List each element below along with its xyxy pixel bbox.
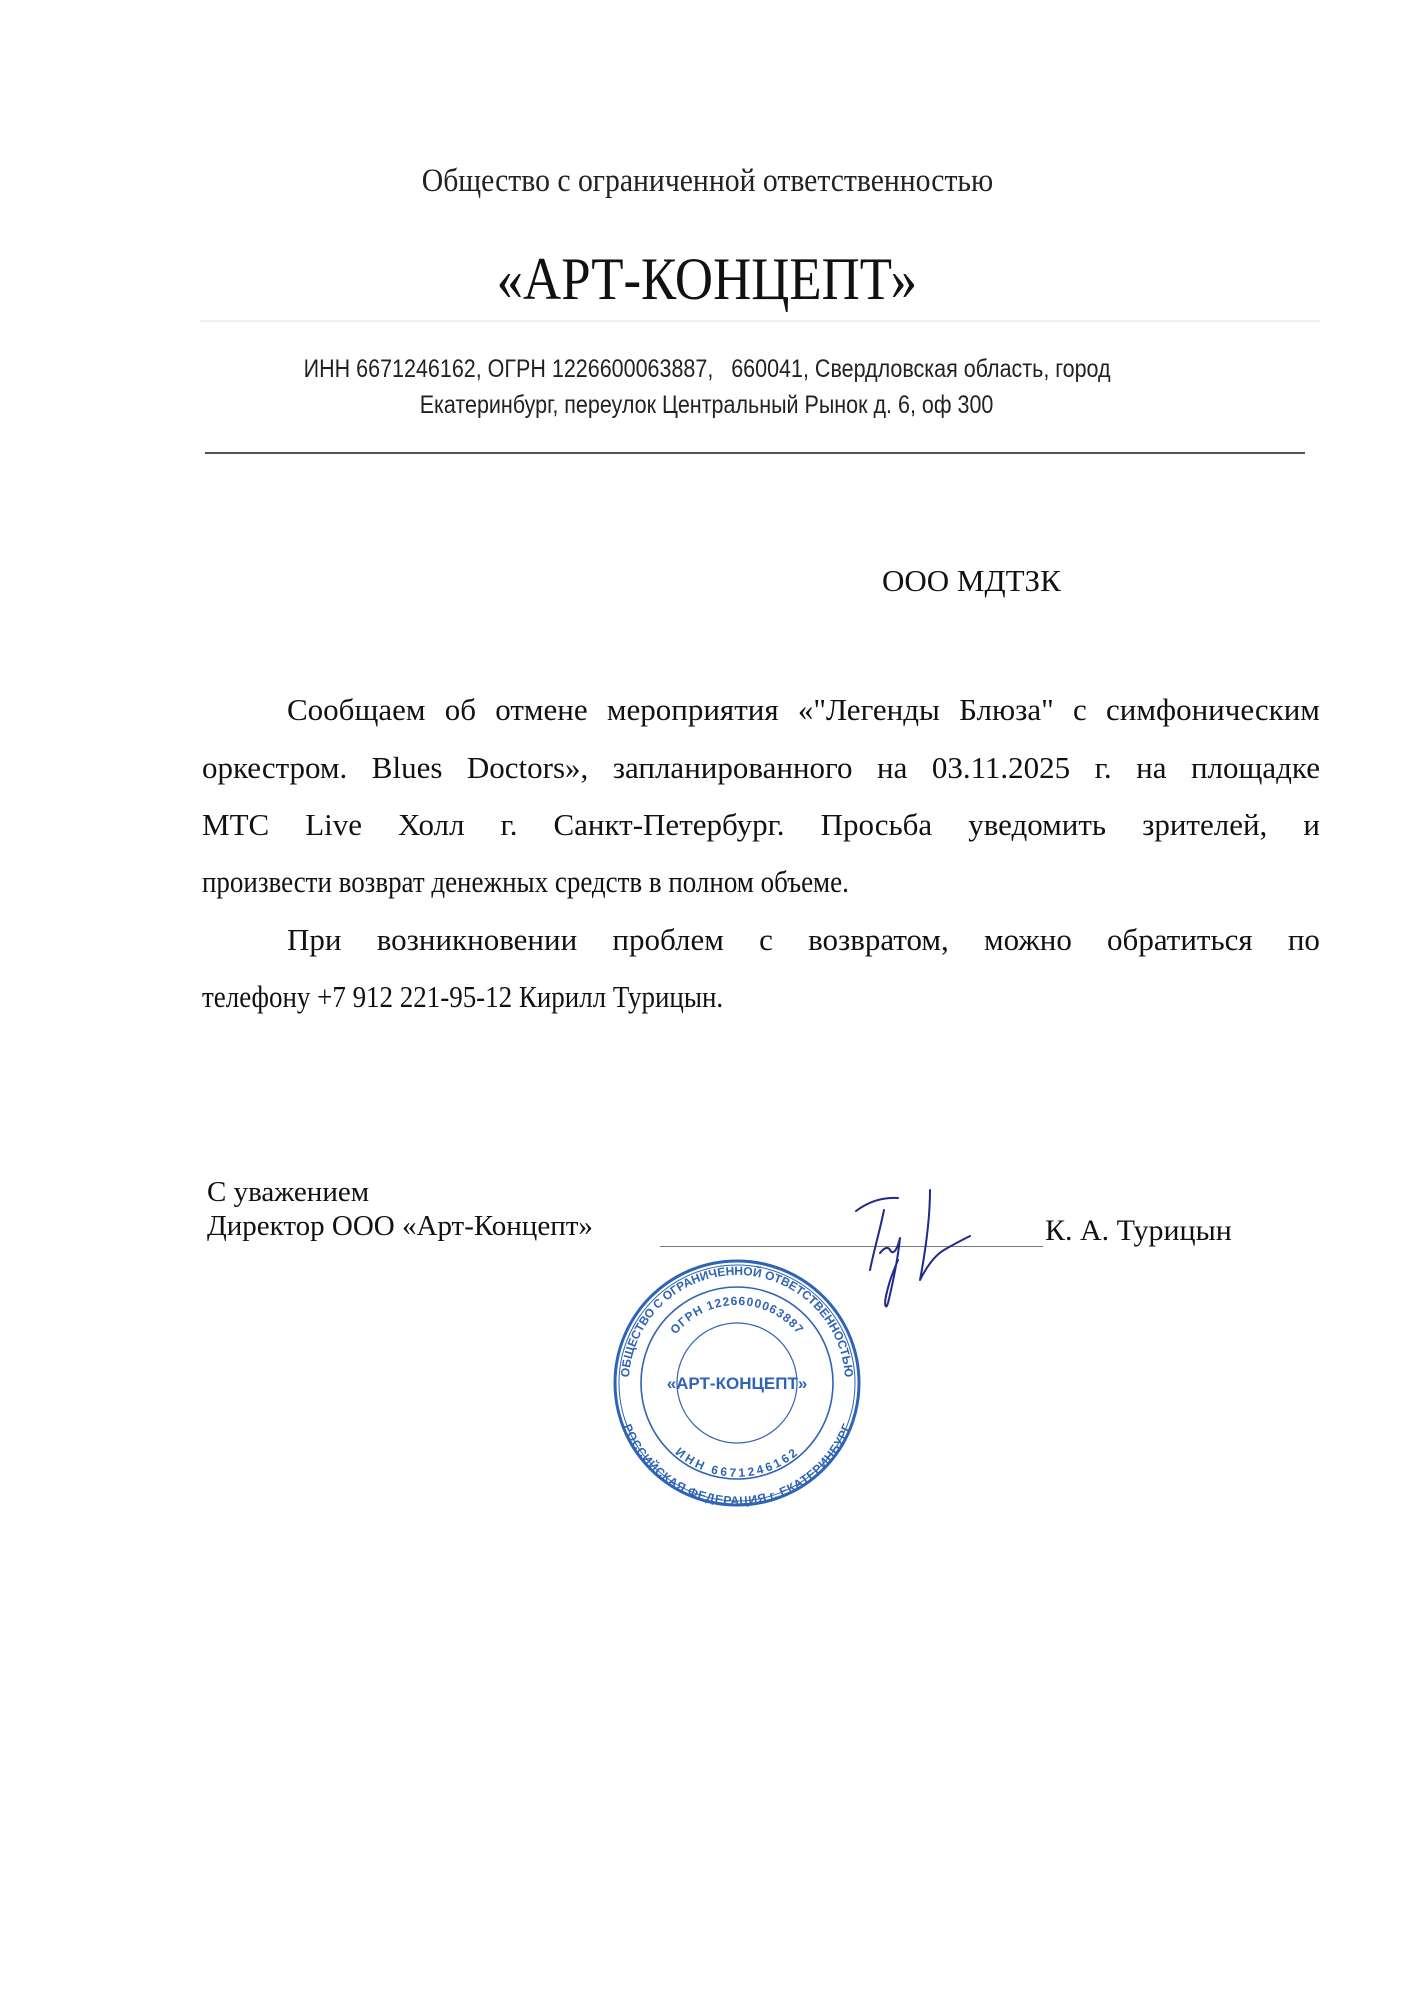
word: на	[1136, 750, 1167, 785]
word: симфоническим	[1106, 692, 1320, 727]
word: Просьба	[820, 807, 933, 842]
word: 03.11.2025	[931, 750, 1071, 785]
word: Холл	[398, 807, 465, 842]
seal-center-text: «АРТ-КОНЦЕПТ»	[666, 1374, 808, 1393]
seal-inner-top-text: ОГРН 1226600063887	[667, 1293, 807, 1337]
signature-stroke-1	[856, 1198, 898, 1211]
recipient: ООО МДТЗК	[882, 563, 1061, 598]
closing-position: Директор ООО «Арт-Концепт»	[207, 1210, 593, 1242]
signer-name: К. А. Турицын	[1045, 1214, 1232, 1247]
word: Blues	[371, 750, 443, 785]
letterhead-faint-divider	[200, 320, 1320, 322]
word: площадке	[1190, 750, 1320, 785]
word: Санкт-Петербург.	[553, 807, 785, 842]
paragraph-2-line-1	[287, 922, 1320, 958]
word: проблем	[612, 922, 724, 957]
paragraph-1-line-4	[202, 864, 1320, 900]
paragraph-2-line-2	[202, 979, 1320, 1015]
seal-outer-top-text: ОБЩЕСТВО С ОГРАНИЧЕННОЙ ОТВЕТСТВЕННОСТЬЮ	[618, 1263, 856, 1378]
letterhead-org-type	[0, 163, 1414, 200]
paragraph-2-line-2-text: телефону +7 912 221-95-12 Кирилл Турицын.	[202, 979, 724, 1014]
word: с	[1073, 692, 1087, 727]
paragraph-1-line-2	[202, 750, 1320, 786]
word: мероприятия	[606, 692, 779, 727]
word: г.	[1094, 750, 1112, 785]
address-line-2-text: Екатеринбург, переулок Центральный Рынок д. 6, оф 300	[420, 391, 994, 419]
word: с	[759, 922, 773, 957]
company-seal	[612, 1258, 862, 1508]
word: обратиться	[1107, 922, 1253, 957]
signature-stroke-3	[880, 1238, 900, 1307]
signature-stroke-2	[870, 1210, 884, 1270]
word: по	[1287, 922, 1320, 957]
word: Live	[305, 807, 363, 842]
paragraph-1-line-3	[202, 807, 1320, 843]
org-type-text: Общество с ограниченной ответственностью	[421, 163, 993, 199]
word: отмене	[495, 692, 588, 727]
word: оркестром.	[202, 750, 348, 785]
seal-inner-bottom-text: ИНН 6671246162	[672, 1444, 802, 1480]
word: МТС	[202, 807, 270, 842]
address-line-1-text: ИНН 6671246162, ОГРН 1226600063887, 660041, Свердловская область, город	[303, 355, 1111, 383]
word: г.	[500, 807, 518, 842]
paragraph-1-line-4-text: произвести возврат денежных средств в полном объеме.	[202, 864, 849, 899]
word: «"Легенды	[797, 692, 940, 727]
word: зрителей,	[1142, 807, 1268, 842]
word: Doctors»,	[466, 750, 589, 785]
seal-outer-bottom-text: РОССИЙСКАЯ ФЕДЕРАЦИЯ г. ЕКАТЕРИНБУРГ	[620, 1421, 854, 1508]
word: об	[444, 692, 476, 727]
letterhead-address-line-1	[0, 355, 1414, 384]
letterhead-org-name	[0, 245, 1414, 314]
word: запланированного	[612, 750, 853, 785]
org-name-text: «АРТ-КОНЦЕПТ»	[496, 246, 918, 312]
word: При	[287, 922, 342, 957]
word: и	[1303, 807, 1320, 842]
word: уведомить	[968, 807, 1107, 842]
word: Сообщаем	[287, 692, 426, 727]
letterhead-divider	[205, 452, 1305, 454]
word: возвратом,	[808, 922, 949, 957]
word: можно	[983, 922, 1072, 957]
word: возникновении	[376, 922, 578, 957]
signature-stroke-4	[920, 1190, 970, 1280]
handwritten-signature	[850, 1178, 990, 1318]
paragraph-1-line-1	[287, 692, 1320, 728]
word: на	[876, 750, 908, 785]
word: Блюза"	[959, 692, 1054, 727]
letterhead-address-line-2	[0, 391, 1414, 420]
closing-salutation: С уважением	[207, 1176, 370, 1208]
